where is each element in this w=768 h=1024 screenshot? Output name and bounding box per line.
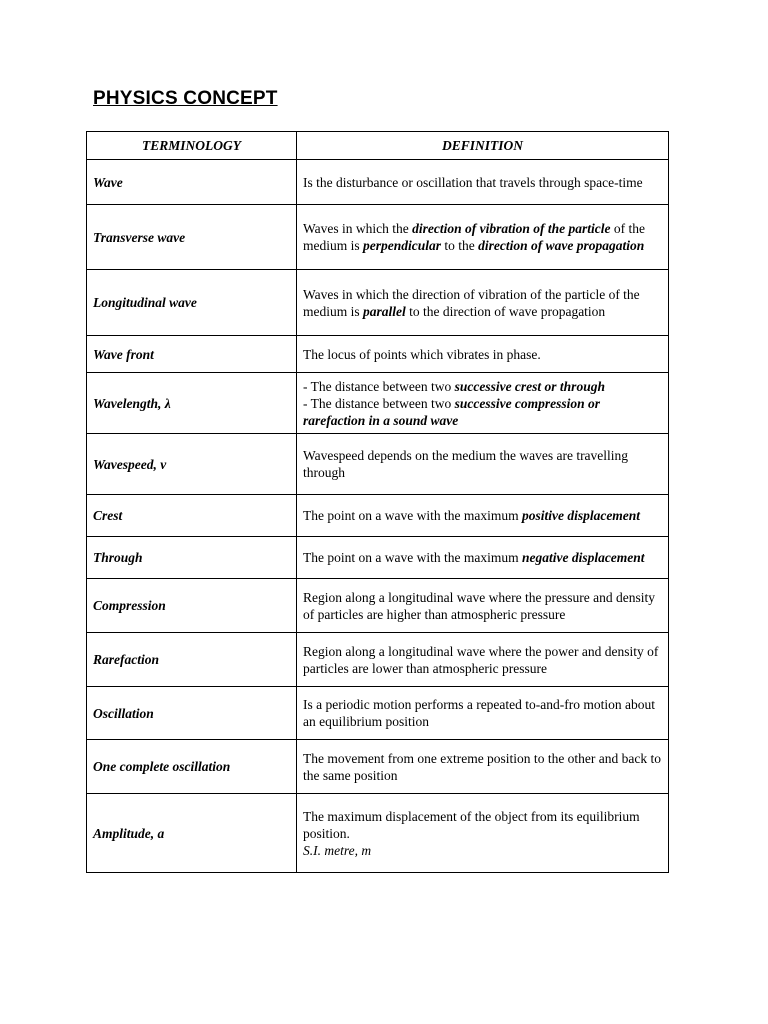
definition-line <box>303 346 662 363</box>
definition-text: of the medium is <box>303 221 646 253</box>
definition-cell <box>297 495 669 537</box>
table-row <box>87 434 669 495</box>
definition-text: The movement from one extreme position to the other and back to the same position <box>303 750 662 783</box>
term-cell: One complete oscillation <box>87 740 297 794</box>
table-row <box>87 537 669 579</box>
table-row <box>87 740 669 794</box>
column-header-definition: DEFINITION <box>297 132 669 160</box>
terminology-table <box>86 131 669 873</box>
definition-cell <box>297 687 669 740</box>
definition-cell <box>297 633 669 687</box>
definition-text: Wavespeed depends on the medium the waves are travelling through <box>303 448 629 480</box>
definition-cell <box>297 794 669 873</box>
definition-text: Waves in which the <box>303 221 413 236</box>
table-row <box>87 633 669 687</box>
definition-text: Is a periodic motion performs a repeated to-and-fro motion about an equilibrium position <box>303 697 656 729</box>
definition-text: - The distance between two <box>303 378 455 394</box>
definition-cell <box>297 205 669 270</box>
definition-line <box>303 286 662 320</box>
term-cell: Transverse wave <box>87 205 297 270</box>
definition-cell <box>297 270 669 336</box>
emphasized-text: direction of vibration of the particle <box>412 221 611 236</box>
table-body <box>87 160 669 873</box>
definition-text: The point on a wave with the maximum <box>303 508 522 523</box>
definition-cell <box>297 160 669 205</box>
definition-text: Region along a longitudinal wave where the power and density of particles are lower than atmospheric pressure <box>303 643 659 676</box>
header-row <box>87 132 669 160</box>
table-row <box>87 205 669 270</box>
term-cell: Wave front <box>87 336 297 373</box>
definition-line <box>303 549 662 566</box>
term-cell: Amplitude, a <box>87 794 297 873</box>
term-cell: Rarefaction <box>87 633 297 687</box>
term-cell: Wave <box>87 160 297 205</box>
definition-cell <box>297 434 669 495</box>
definition-line <box>303 378 662 395</box>
emphasized-text: parallel <box>363 303 406 319</box>
page-title: PHYSICS CONCEPT <box>93 88 278 109</box>
definition-text: The locus of points which vibrates in phase. <box>303 346 541 362</box>
table-row <box>87 687 669 740</box>
definition-text: to the direction of wave propagation <box>405 303 606 319</box>
term-cell: Longitudinal wave <box>87 270 297 336</box>
table-row <box>87 373 669 434</box>
definition-line <box>303 447 662 481</box>
definition-line <box>303 220 662 254</box>
column-header-terminology: TERMINOLOGY <box>87 132 297 160</box>
term-cell: Wavespeed, v <box>87 434 297 495</box>
table-row <box>87 270 669 336</box>
emphasized-text: direction of wave propagation <box>478 238 645 253</box>
definition-text: to the <box>441 238 479 253</box>
term-cell: Through <box>87 537 297 579</box>
definition-text: Waves in which the direction of vibration of the particle of the medium is <box>303 286 640 319</box>
emphasized-text: successive compression or rarefaction in a sound wave <box>303 395 601 428</box>
term-cell: Crest <box>87 495 297 537</box>
definition-cell <box>297 373 669 434</box>
definition-cell <box>297 537 669 579</box>
definition-cell <box>297 579 669 633</box>
definition-line <box>303 395 662 429</box>
definition-line <box>303 696 662 730</box>
term-cell: Oscillation <box>87 687 297 740</box>
definition-text: The maximum displacement of the object from its equilibrium position. <box>303 808 640 841</box>
definition-line <box>303 589 662 623</box>
term-cell: Wavelength, λ <box>87 373 297 434</box>
definition-text: - The distance between two <box>303 395 455 411</box>
definition-text: S.I. metre, m <box>303 842 372 858</box>
term-cell: Compression <box>87 579 297 633</box>
table-row <box>87 495 669 537</box>
definition-text: The point on a wave with the maximum <box>303 550 522 565</box>
definition-line <box>303 174 662 191</box>
emphasized-text: successive crest or through <box>454 378 605 394</box>
definition-cell <box>297 740 669 794</box>
table-row <box>87 336 669 373</box>
table-row <box>87 579 669 633</box>
table-row <box>87 160 669 205</box>
emphasized-text: negative displacement <box>521 550 645 565</box>
definition-line <box>303 507 662 524</box>
definition-cell <box>297 336 669 373</box>
definition-line <box>303 808 662 842</box>
definition-line <box>303 842 662 859</box>
definition-line <box>303 750 662 784</box>
definition-text: Is the disturbance or oscillation that travels through space-time <box>303 174 643 190</box>
emphasized-text: perpendicular <box>363 238 442 253</box>
emphasized-text: positive displacement <box>521 508 641 523</box>
table-row <box>87 794 669 873</box>
definition-text: Region along a longitudinal wave where the pressure and density of particles are higher than atmospheric pressure <box>303 589 656 622</box>
definition-line <box>303 643 662 677</box>
